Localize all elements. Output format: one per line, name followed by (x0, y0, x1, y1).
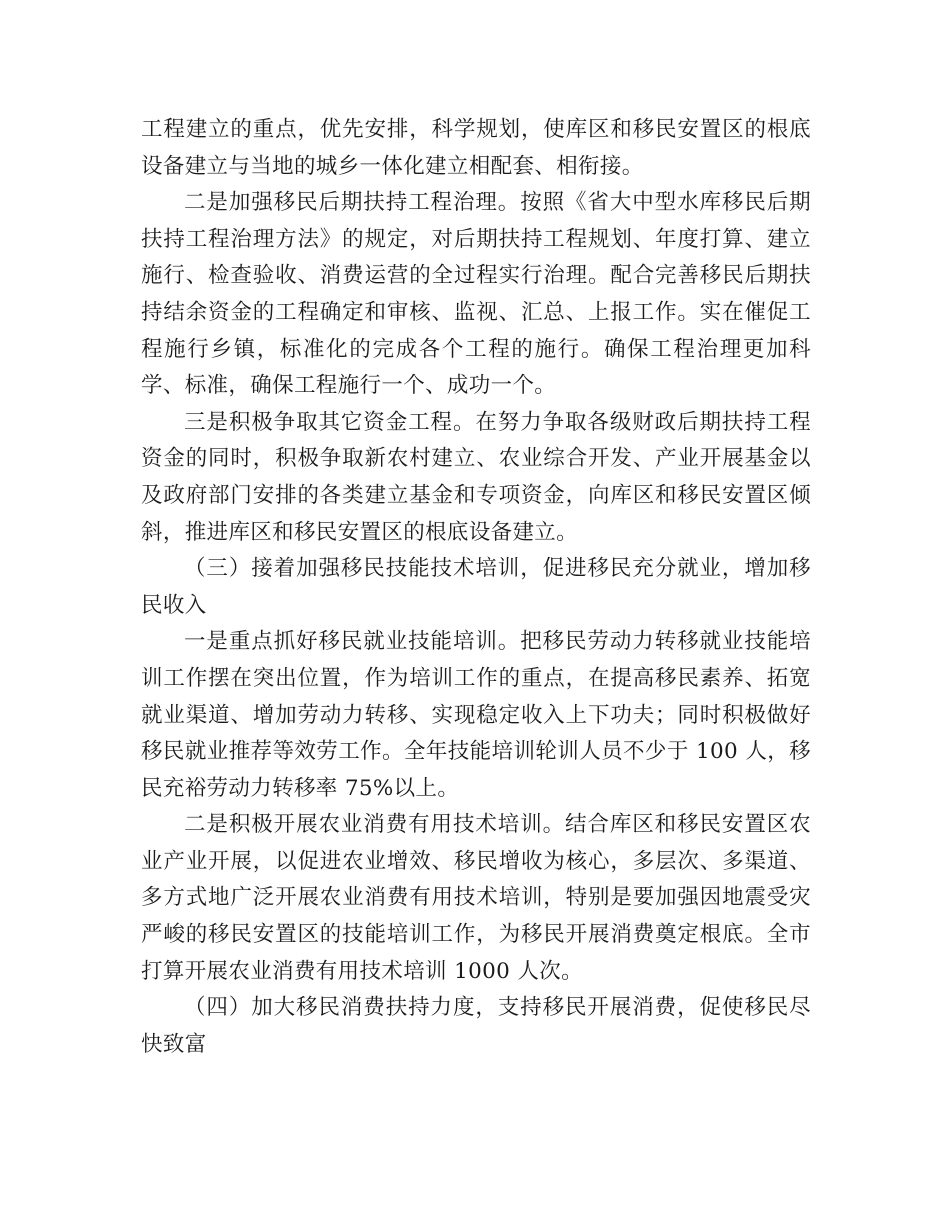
paragraph-item-2: 二是加强移民后期扶持工程治理。按照《省大中型水库移民后期扶持工程治理方法》的规定，对后期扶持工程规划、年度打算、建立施行、检查验收、消费运营的全过程实行治理。配合完善移民后期扶持结余资金的工程确定和审核、监视、汇总、上报工作。实在催促工程施行乡镇，标准化的完成各个工程的施行。确保工程治理更加科学、标准，确保工程施行一个、成功一个。 (141, 190, 811, 399)
document-body (141, 112, 811, 1063)
paragraph-item-2b: 二是积极开展农业消费有用技术培训。结合库区和移民安置区农业产业开展，以促进农业增效、移民增收为核心，多层次、多渠道、多方式地广泛开展农业消费有用技术培训，特别是要加强因地震受灾严峻的移民安置区的技能培训工作，为移民开展消费奠定根底。全市打算开展农业消费有用技术培训 1000 人次。 (141, 812, 811, 984)
section-heading-4: （四）加大移民消费扶持力度，支持移民开展消费，促使移民尽快致富 (141, 995, 811, 1057)
paragraph-item-1: 一是重点抓好移民就业技能培训。把移民劳动力转移就业技能培训工作摆在突出位置，作为培训工作的重点，在提高移民素养、拓宽就业渠道、增加劳动力转移、实现稳定收入上下功夫；同时积极做好移民就业推荐等效劳工作。全年技能培训轮训人员不少于 100 人，移民充裕劳动力转移率 75%以上。 (141, 629, 811, 801)
section-heading-3: （三）接着加强移民技能技术培训，促进移民充分就业，增加移民收入 (141, 556, 811, 618)
paragraph-item-3: 三是积极争取其它资金工程。在努力争取各级财政后期扶持工程资金的同时，积极争取新农村建立、农业综合开发、产业开展基金以及政府部门安排的各类建立基金和专项资金，向库区和移民安置区倾斜，推进库区和移民安置区的根底设备建立。 (141, 409, 811, 545)
paragraph-continuation: 工程建立的重点，优先安排，科学规划，使库区和移民安置区的根底设备建立与当地的城乡一体化建立相配套、相衔接。 (141, 117, 811, 179)
